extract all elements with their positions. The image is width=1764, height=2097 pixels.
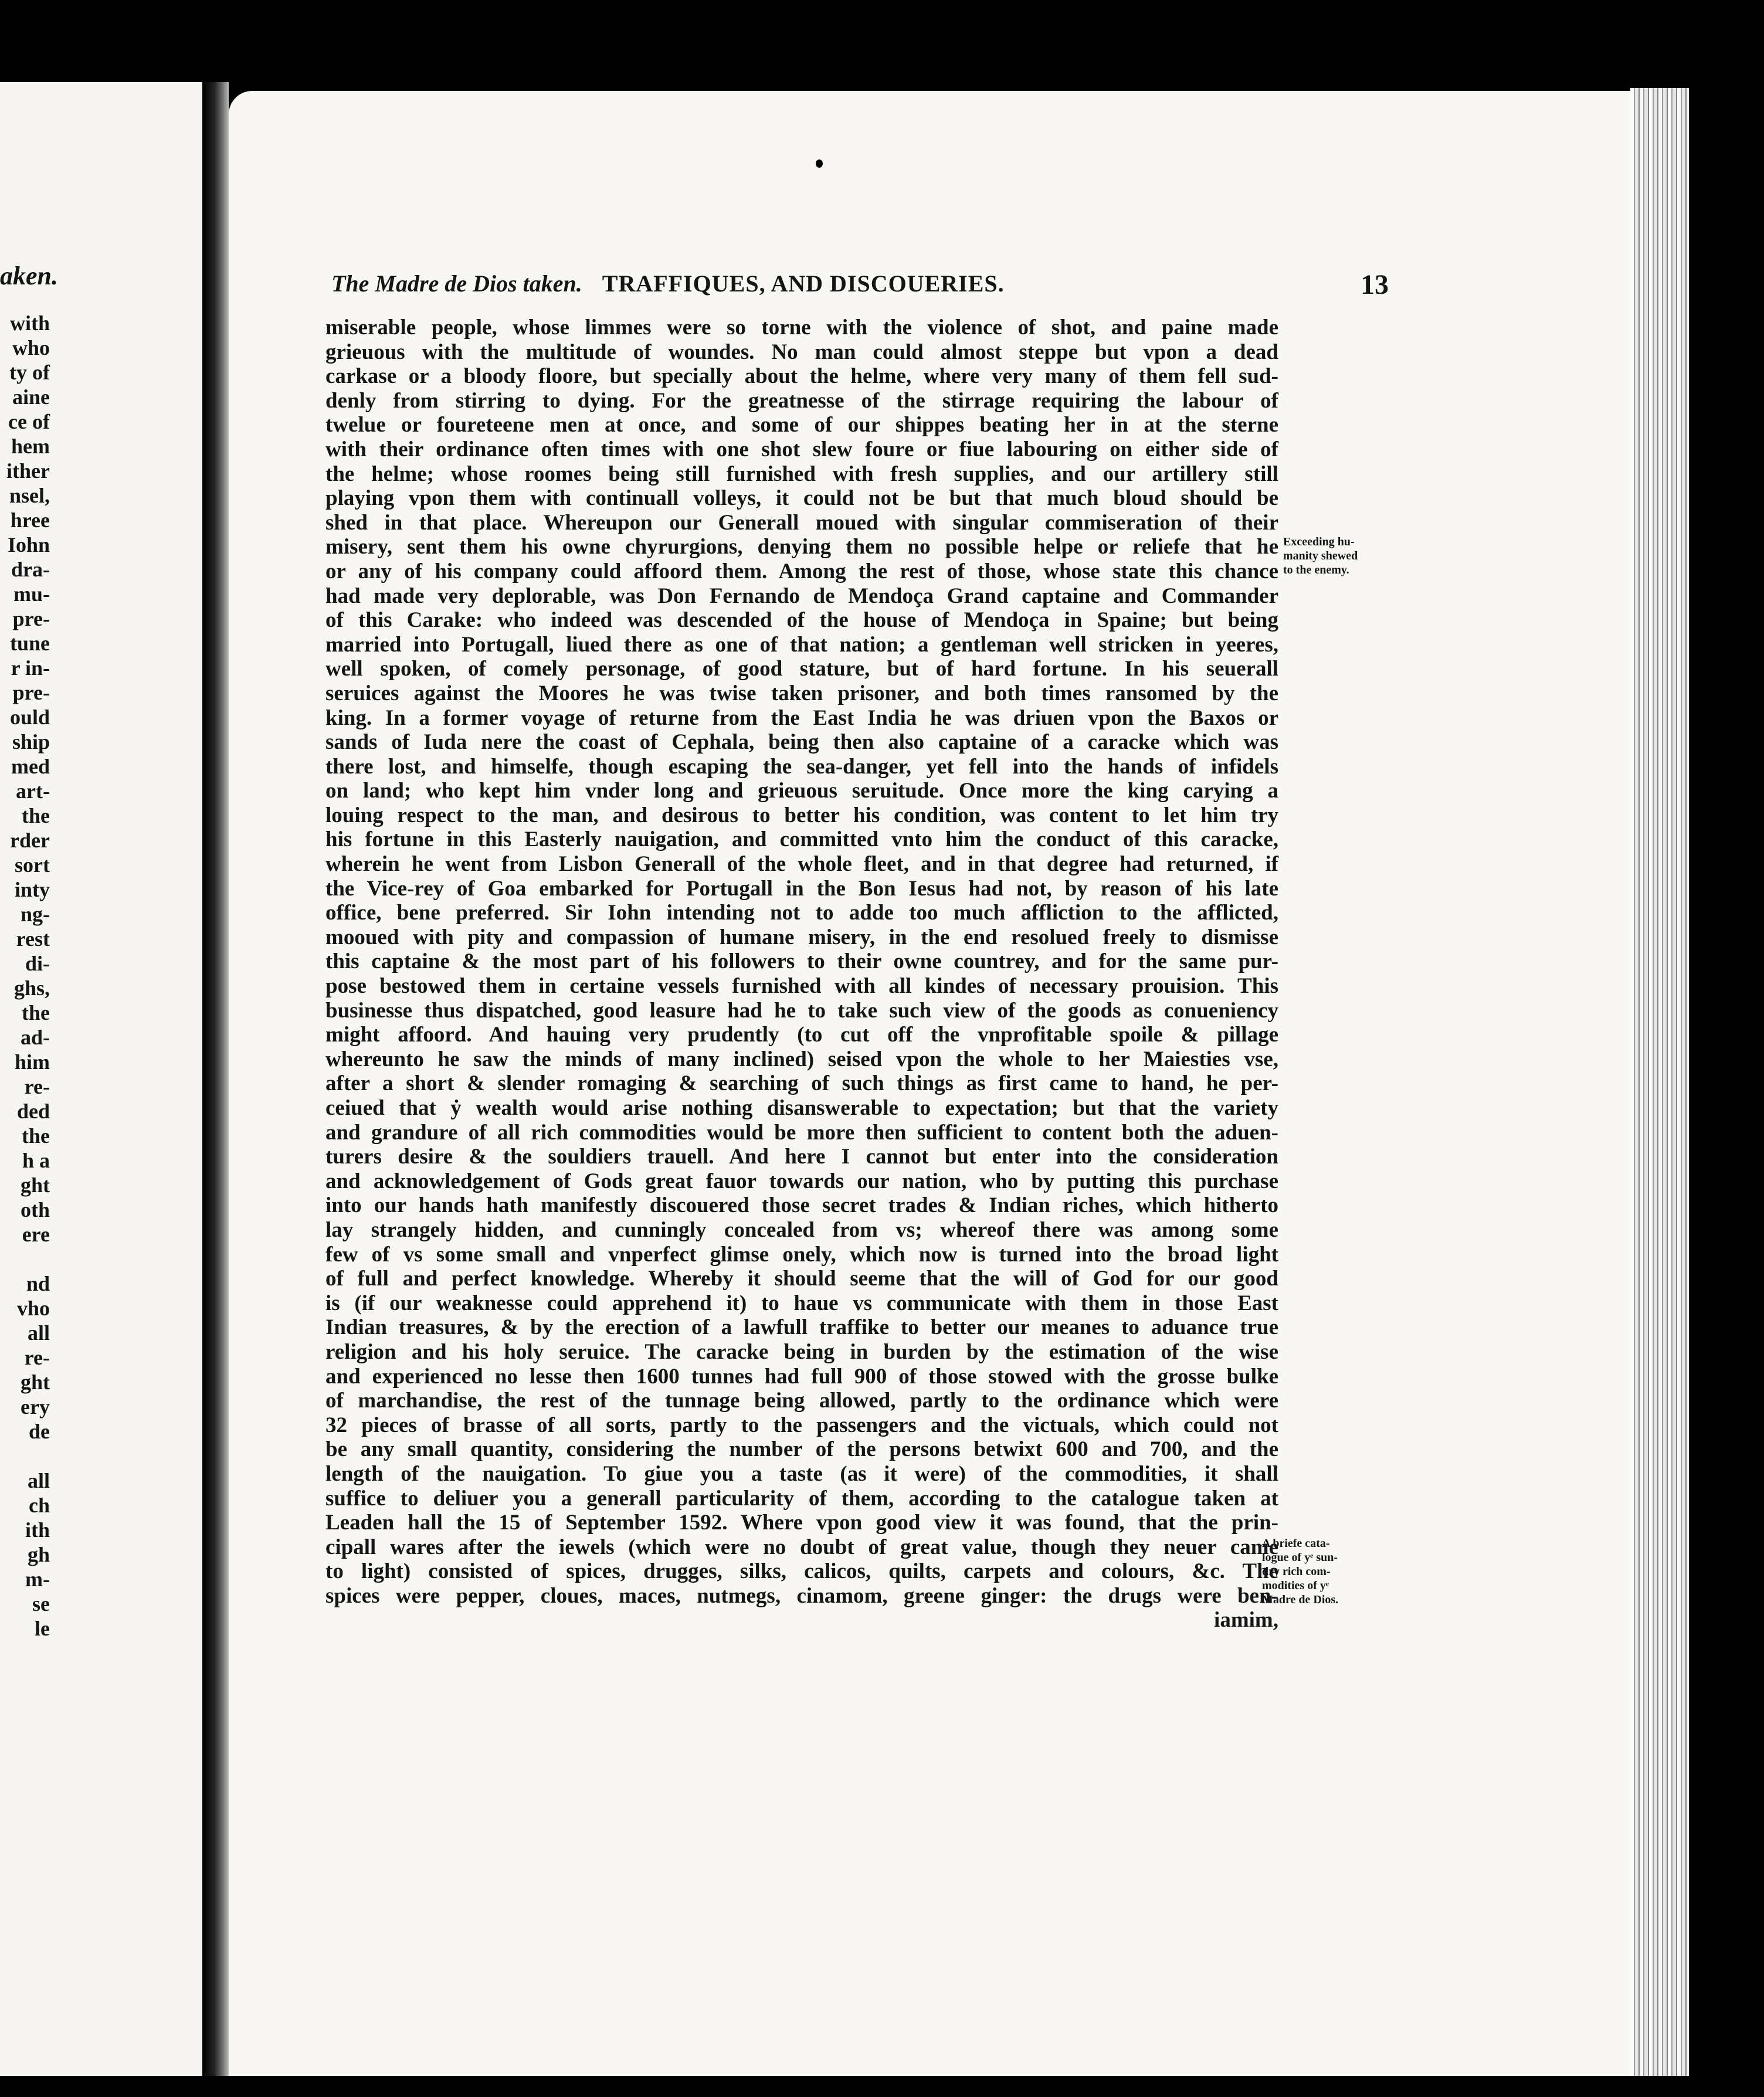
- text-line: with their ordinance often times with one shot slew foure or fiue labouring on either side of: [325, 437, 1278, 462]
- margin-note-line: modities of yᵉ: [1262, 1579, 1329, 1592]
- text-line: whereunto he saw the minds of many inclined) seised vpon the whole to her Maiesties vse,: [325, 1047, 1278, 1071]
- left-page-fragment: le: [35, 1617, 50, 1640]
- left-page-fragment: ghs,: [13, 976, 50, 1000]
- left-page-fragment: him: [14, 1050, 50, 1074]
- margin-note-humanity: [1283, 535, 1358, 577]
- left-page-fragment: the: [22, 1001, 50, 1024]
- left-page-fragment: ch: [29, 1494, 50, 1517]
- left-page-fragment: the: [22, 804, 50, 827]
- left-page-text-fragments: [0, 311, 50, 1641]
- left-page-fragment: ery: [21, 1395, 50, 1419]
- text-line: might affoord. And hauing very prudently (to cut off the vnprofitable spoile & pillage: [325, 1023, 1278, 1047]
- text-line: playing vpon them with continuall volleys, it could not be but that much bloud should be: [325, 486, 1278, 511]
- left-running-head: aken.: [0, 262, 58, 290]
- left-page-fragment: ould: [9, 705, 50, 729]
- left-page-fragment: di-: [25, 952, 50, 975]
- left-page-fragment: ship: [12, 730, 50, 754]
- left-page-fragment: nd: [26, 1272, 50, 1295]
- text-line: the Vice-rey of Goa embarked for Portugall in the Bon Iesus had not, by reason of his late: [325, 876, 1278, 901]
- left-page-fragment: re-: [24, 1075, 50, 1098]
- text-line: sands of Iuda nere the coast of Cephala, being then also captaine of a caracke which was: [325, 730, 1278, 755]
- left-page-fragment: gh: [27, 1543, 50, 1566]
- margin-note-catalogue: [1262, 1536, 1338, 1607]
- left-page-fragment: de: [29, 1420, 50, 1443]
- text-line: lay strangely hidden, and cunningly concealed from vs; whereof there was among some: [325, 1217, 1278, 1242]
- text-line: and experienced no lesse then 1600 tunnes had full 900 of those stowed with the grosse bulke: [325, 1364, 1278, 1389]
- left-page-fragment: all: [27, 1321, 50, 1345]
- text-line: mooued with pity and compassion of humane misery, in the end resolued freely to dismisse: [325, 925, 1278, 949]
- text-line: denly from stirring to dying. For the greatnesse of the stirrage requiring the labour of: [325, 388, 1278, 413]
- text-line: this captaine & the most part of his followers to their owne countrey, and for the same pur-: [325, 949, 1278, 974]
- left-page-fragment: the: [22, 1124, 50, 1148]
- left-page-fragment: pre-: [12, 681, 50, 704]
- text-line: miserable people, whose limmes were so torne with the violence of shot, and paine made: [325, 315, 1278, 340]
- left-page-fragment: ither: [6, 459, 50, 483]
- page-number: 13: [1361, 269, 1389, 300]
- left-page-fragment: ng-: [20, 902, 50, 926]
- left-page-fragment: tune: [9, 632, 50, 655]
- margin-note-line: logue of yᵉ sun-: [1262, 1551, 1338, 1564]
- margin-note-line: manity shewed: [1283, 549, 1358, 562]
- text-line: ceiued that ẏ wealth would arise nothing disanswerable to expectation; but that the variety: [325, 1096, 1278, 1120]
- left-page-fragment: nsel,: [9, 484, 50, 507]
- text-line: pose bestowed them in certaine vessels furnished with all kindes of necessary prouision. This: [325, 974, 1278, 999]
- left-page-fragment: ce of: [8, 410, 50, 433]
- left-page-fragment: ad-: [20, 1026, 50, 1049]
- text-line: office, bene preferred. Sir Iohn intending not to adde too much affliction to the afflicted,: [325, 901, 1278, 925]
- left-page-fragment: pre-: [12, 607, 50, 630]
- left-page-fragment: re-: [24, 1346, 50, 1369]
- text-line: turers desire & the souldiers trauell. And here I cannot but enter into the consideration: [325, 1145, 1278, 1169]
- margin-note-line: to the enemy.: [1283, 564, 1349, 576]
- text-line: cipall wares after the iewels (which were no doubt of great value, though they neuer came: [325, 1535, 1278, 1559]
- left-page-fragment: ere: [22, 1223, 50, 1246]
- left-page-fragment: hree: [10, 508, 50, 532]
- left-page-fragment: hem: [11, 435, 50, 458]
- running-head-left: The Madre de Dios taken.: [331, 270, 582, 297]
- left-page-fragment: aine: [12, 385, 50, 409]
- text-line: after a short & slender romaging & searching of such things as first came to hand, he per-: [325, 1071, 1278, 1096]
- margin-note-line: A briefe cata-: [1262, 1537, 1330, 1550]
- text-line: of this Carake: who indeed was descended of the house of Mendoça in Spaine; but being: [325, 608, 1278, 633]
- left-page-fragment: ght: [20, 1173, 50, 1197]
- text-line: businesse thus dispatched, good leasure had he to take such view of the goods as conueniency: [325, 998, 1278, 1023]
- text-line: twelue or foureteene men at once, and some of our shippes beating her in at the sterne: [325, 413, 1278, 437]
- text-line: suffice to deliuer you a generall particularity of them, according to the catalogue taken at: [325, 1486, 1278, 1511]
- text-line: Indian treasures, & by the erection of a lawfull traffike to better our meanes to aduance true: [325, 1315, 1278, 1340]
- text-line: his fortune in this Easterly nauigation, and committed vnto him the conduct of this caracke,: [325, 827, 1278, 852]
- text-line: louing respect to the man, and desirous to better his condition, was content to let him try: [325, 803, 1278, 827]
- left-page-fragment: h a: [22, 1149, 50, 1172]
- page-edge-stack: [1630, 88, 1689, 2076]
- left-page-fragment: with: [9, 311, 50, 335]
- text-line: carkase or a bloody floore, but specially about the helme, where very many of them fell sud-: [325, 364, 1278, 389]
- text-line: into our hands hath manifestly discouered those secret trades & Indian riches, which hitherto: [325, 1193, 1278, 1218]
- running-head: [331, 270, 1387, 311]
- left-page-fragment: rest: [16, 927, 50, 951]
- margin-note-line: dry rich com-: [1262, 1565, 1331, 1578]
- left-page-fragment: mu-: [13, 582, 50, 606]
- margin-note-line: Exceeding hu-: [1283, 535, 1355, 548]
- text-line: length of the nauigation. To giue you a taste (as it were) of the commodities, it shall: [325, 1461, 1278, 1486]
- text-line: seruices against the Moores he was twise taken prisoner, and both times ransomed by the: [325, 681, 1278, 705]
- text-line: had made very deplorable, was Don Fernando de Mendoça Grand captaine and Commander: [325, 583, 1278, 608]
- text-line: wherein he went from Lisbon Generall of the whole fleet, and in that degree had returned, if: [325, 852, 1278, 877]
- text-line: 32 pieces of brasse of all sorts, partly to the passengers and the victuals, which could not: [325, 1413, 1278, 1437]
- left-page-fragment: r in-: [11, 656, 50, 680]
- text-line: Leaden hall the 15 of September 1592. Where vpon good view it was found, that the prin-: [325, 1511, 1278, 1535]
- text-line: few of vs some small and vnperfect glimse onely, which now is turned into the broad light: [325, 1242, 1278, 1267]
- text-line: on land; who kept him vnder long and grieuous seruitude. Once more the king carying a: [325, 779, 1278, 803]
- left-page-fragment: dra-: [11, 558, 50, 581]
- margin-note-line: Madre de Dios.: [1262, 1593, 1339, 1606]
- left-page-fragment: ty of: [9, 361, 50, 384]
- text-line: and grandure of all rich commodities would be more then sufficient to content both the aduen-: [325, 1120, 1278, 1145]
- text-line: shed in that place. Whereupon our Generall moued with singular commiseration of their: [325, 510, 1278, 535]
- left-page-fragment: [0, 1444, 50, 1468]
- text-line: married into Portugall, liued there as one of that nation; a gentleman well stricken in yeeres,: [325, 632, 1278, 657]
- text-line: iamim,: [1214, 1608, 1278, 1633]
- left-page-fragment: sort: [15, 853, 50, 877]
- left-page-fragment: [0, 1247, 50, 1271]
- text-line: and acknowledgement of Gods great fauor towards our nation, who by putting this purchase: [325, 1169, 1278, 1193]
- book-gutter: [202, 82, 229, 2076]
- text-line: is (if our weaknesse could apprehend it) to haue vs communicate with them in those East: [325, 1291, 1278, 1315]
- left-page-fragment: who: [12, 336, 50, 359]
- left-facing-page: [0, 82, 202, 2076]
- left-page-fragment: ded: [16, 1100, 50, 1123]
- left-page-fragment: art-: [16, 779, 50, 803]
- left-page-fragment: Iohn: [7, 533, 50, 557]
- text-line: king. In a former voyage of returne from the East India he was driuen vpon the Baxos or: [325, 705, 1278, 730]
- body-text: [325, 315, 1278, 1633]
- text-line: of marchandise, the rest of the tunnage being allowed, partly to the ordinance which were: [325, 1389, 1278, 1413]
- left-page-fragment: rder: [10, 829, 50, 852]
- left-page-fragment: oth: [20, 1198, 50, 1221]
- text-line: religion and his holy seruice. The caracke being in burden by the estimation of the wise: [325, 1339, 1278, 1364]
- left-page-fragment: se: [32, 1592, 50, 1616]
- text-line: to light) consisted of spices, drugges, silks, calicos, quilts, carpets and colours, &c. The: [325, 1559, 1278, 1584]
- text-line: well spoken, of comely personage, of good stature, but of hard fortune. In his seuerall: [325, 657, 1278, 681]
- left-page-fragment: all: [27, 1469, 50, 1492]
- text-line: be any small quantity, considering the number of the persons betwixt 600 and 700, and the: [325, 1437, 1278, 1462]
- text-line: of full and perfect knowledge. Whereby it should seeme that the will of God for our good: [325, 1267, 1278, 1291]
- left-page-fragment: vho: [16, 1297, 50, 1320]
- ink-speck: [816, 160, 823, 168]
- left-page-fragment: med: [11, 755, 50, 778]
- left-page-fragment: inty: [14, 878, 50, 901]
- text-line: grieuous with the multitude of woundes. No man could almost steppe but vpon a dead: [325, 340, 1278, 364]
- left-page-fragment: ith: [25, 1518, 50, 1542]
- left-page-fragment: m-: [25, 1567, 50, 1591]
- running-head-title: TRAFFIQUES, AND DISCOUERIES.: [602, 270, 1005, 297]
- text-line: spices were pepper, cloues, maces, nutmegs, cinamom, greene ginger: the drugs were ben-: [325, 1583, 1278, 1608]
- text-line: or any of his company could affoord them. Among the rest of those, whose state this chance: [325, 559, 1278, 583]
- text-line: there lost, and himselfe, though escaping the sea-danger, yet fell into the hands of infidels: [325, 754, 1278, 779]
- text-line: misery, sent them his owne chyrurgions, denying them no possible helpe or reliefe that he: [325, 535, 1278, 559]
- text-line: the helme; whose roomes being still furnished with fresh supplies, and our artillery still: [325, 462, 1278, 486]
- left-page-fragment: ght: [20, 1370, 50, 1394]
